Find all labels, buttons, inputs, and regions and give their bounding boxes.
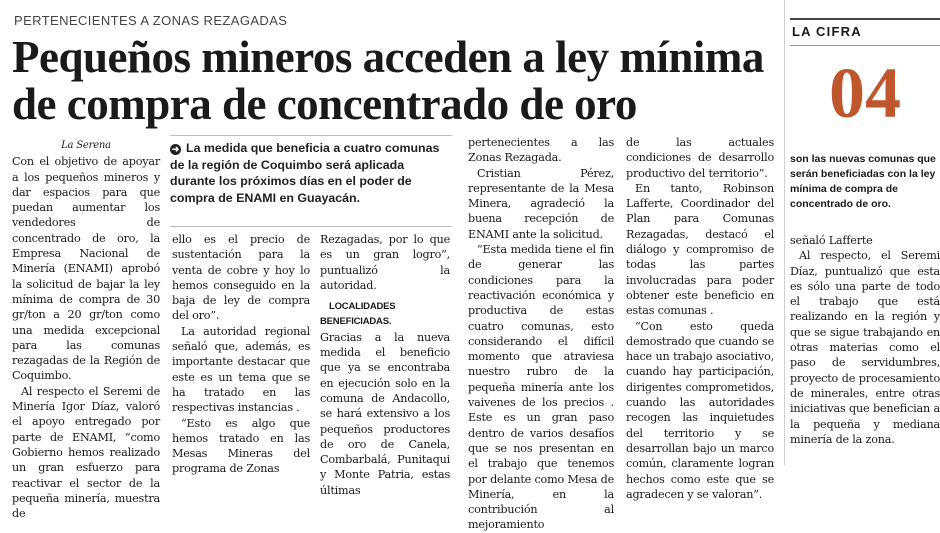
paragraph: La autoridad regional señaló que, además, es importante destacar que este es un tema que se ha tratado en las respectivas instancias . — [172, 324, 310, 415]
paragraph: señaló Lafferte — [790, 234, 873, 247]
paragraph: “Esta medida tiene el fin de generar las condiciones para la reactivación económica y productiva de estas cuatro comunas, esto considerando el difícil momento que atraviesa nuestro rubro de la pequeña minería ante los vaivenes de los precios . Este es un gran paso dentro de varios desafíos que se nos presentan en el trabajo que tenemos por delante como Mesa de Minería, en la contribución al mejoramiento — [468, 243, 614, 532]
paragraph: Al respecto, el Seremi Díaz, puntualizó que esta es sólo una parte de todo el trabajo que está realizando en la región y que se sigue trabajando en otras materias como el paso de servidumbres, proyecto de procesamiento de minerales, entre otras iniciativas que benefician a la pequeña y mediana minería de la zona. — [790, 249, 940, 446]
paragraph: “Esto es algo que hemos tratado en las Mesas Mineras del programa de Zonas — [172, 416, 310, 476]
paragraph: “Con esto queda demostrado que cuando se hace un trabajo asociativo, cuando hay participación, dirigentes comprometidos, cuando las autoridades recogen las inquietudes del territorio y se desarrollan bajo un marco común, claramente logran hechos como este que se agradecen y se valoran”. — [626, 319, 774, 501]
cifra-number: 04 — [829, 53, 901, 133]
paragraph: En tanto, Robinson Lafferte, Coordinador del Plan para Comunas Rezagadas, destacó el diálogo y compromiso de todas las partes involucradas para poder obtener este beneficio en estas comunas . — [626, 181, 774, 318]
highlight-bottom-rule — [170, 226, 452, 227]
paragraph: Al respecto el Seremi de Minería Igor Díaz, valoró el apoyo entregado por parte de ENAMI, “como Gobierno hemos realizado un gran esfuerzo para reactivar el sector de la pequeña minería, muestra de — [12, 384, 160, 521]
arrow-right-circle-icon: ➜ — [171, 144, 180, 154]
article-column-2 — [172, 232, 310, 477]
paragraph: Gracias a la nueva medida el beneficio que ya se encontraba en ejecución solo en la comuna de Andacollo, se hará extensivo a los pequeños productores de oro de Canela, Combarbalá, Punitaqui y Monte Patria, estas últimas — [320, 330, 450, 497]
headline: Pequeños mineros acceden a ley mínima de compra de concentrado de oro — [12, 32, 764, 129]
article-column-5 — [626, 135, 774, 502]
paragraph: de las actuales condiciones de desarrollo productivo del territorio”. — [626, 136, 774, 180]
highlight-box — [170, 140, 452, 206]
paragraph: Con el objetivo de apoyar a los pequeños mineros y dar espacios para que puedan aumentar los vendedores de concentrado de oro, la Empresa Nacional de Minería (ENAMI) aprobó la solicitud de bajar la ley mínima de compra de 30 gr/ton a 20 gr/ton como una medida excepcional para las comunas rezagadas de la Región de Coquimbo. — [12, 155, 160, 383]
highlight-text: La medida que beneficia a cuatro comunas de la región de Coquimbo será aplicada durante los próximos días en el poder de compra de ENAMI en Guayacán. — [170, 141, 440, 205]
kicker: PERTENECIENTES A ZONAS REZAGADAS — [14, 13, 288, 28]
cifra-caption: son las nuevas comunas que serán beneficiadas con la ley mínima de compra de concentrado de oro. — [790, 153, 936, 210]
column-divider — [784, 0, 785, 465]
article-column-3 — [320, 232, 450, 498]
paragraph: pertenecientes a las Zonas Rezagada. — [468, 136, 614, 165]
article-column-4 — [468, 135, 614, 533]
cifra-label: LA CIFRA — [792, 24, 862, 39]
dateline: La Serena — [61, 140, 111, 151]
paragraph: ello es el precio de sustentación para la venta de cobre y hoy lo hemos conseguido en la baja de ley de compra del oro”. — [172, 233, 310, 323]
cifra-bottom-rule — [790, 45, 940, 46]
article-column-6 — [790, 233, 940, 447]
cifra-top-rule — [790, 18, 940, 20]
article-column-1 — [12, 138, 160, 521]
section-subhead: LOCALIDADES BENEFICIADAS. — [320, 301, 396, 328]
paragraph: Rezagadas, por lo que es un gran logro”, puntualizó la autoridad. — [320, 233, 450, 292]
paragraph: Cristian Pérez, representante de la Mesa Minera, agradeció la buena recepción de ENAMI ante la solicitud. — [468, 166, 614, 241]
highlight-top-rule — [170, 135, 452, 136]
